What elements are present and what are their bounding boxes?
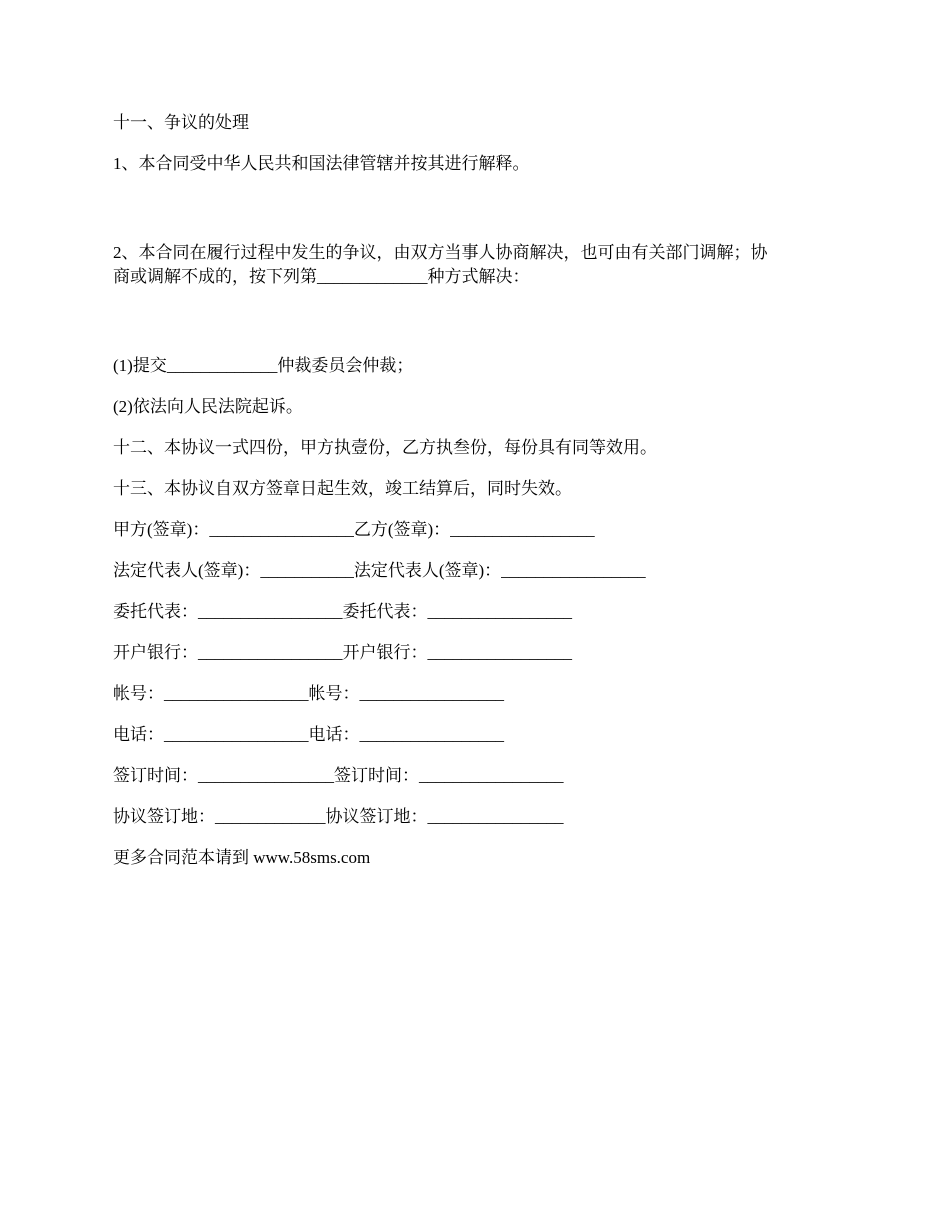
clause-2-line-2: 商或调解不成的，按下列第_____________种方式解决：: [113, 267, 530, 286]
sign-agent-line: 委托代表：_________________委托代表：_________________: [113, 602, 572, 621]
section-12: 十二、本协议一式四份，甲方执壹份，乙方执叁份，每份具有同等效用。: [113, 438, 657, 457]
sign-date-line: 签订时间：________________签订时间：_________________: [113, 766, 564, 785]
document-body: [113, 111, 833, 887]
section-11-title: 十一、争议的处理: [113, 113, 249, 132]
sign-place-line: 协议签订地：_____________协议签订地：________________: [113, 807, 564, 826]
footer-note: 更多合同范本请到 www.58sms.com: [113, 848, 371, 867]
clause-2: [113, 193, 833, 337]
sign-bank-line: 开户银行：_________________开户银行：_________________: [113, 643, 572, 662]
section-13: 十三、本协议自双方签章日起生效，竣工结算后，同时失效。: [113, 479, 572, 498]
clause-1: 1、本合同受中华人民共和国法律管辖并按其进行解释。: [113, 154, 530, 173]
sign-phone-line: 电话：_________________电话：_________________: [113, 725, 504, 744]
sign-account-line: 帐号：_________________帐号：_________________: [113, 684, 504, 703]
sign-party-line: 甲方(签章)：_________________乙方(签章)：_________________: [113, 520, 595, 539]
option-2: (2)依法向人民法院起诉。: [113, 397, 303, 416]
clause-2-line-1: 2、本合同在履行过程中发生的争议，由双方当事人协商解决，也可由有关部门调解；协: [113, 243, 768, 262]
option-1: (1)提交_____________仲裁委员会仲裁；: [113, 356, 414, 375]
sign-legal-rep-line: 法定代表人(签章)：___________法定代表人(签章)：_________________: [113, 561, 646, 580]
